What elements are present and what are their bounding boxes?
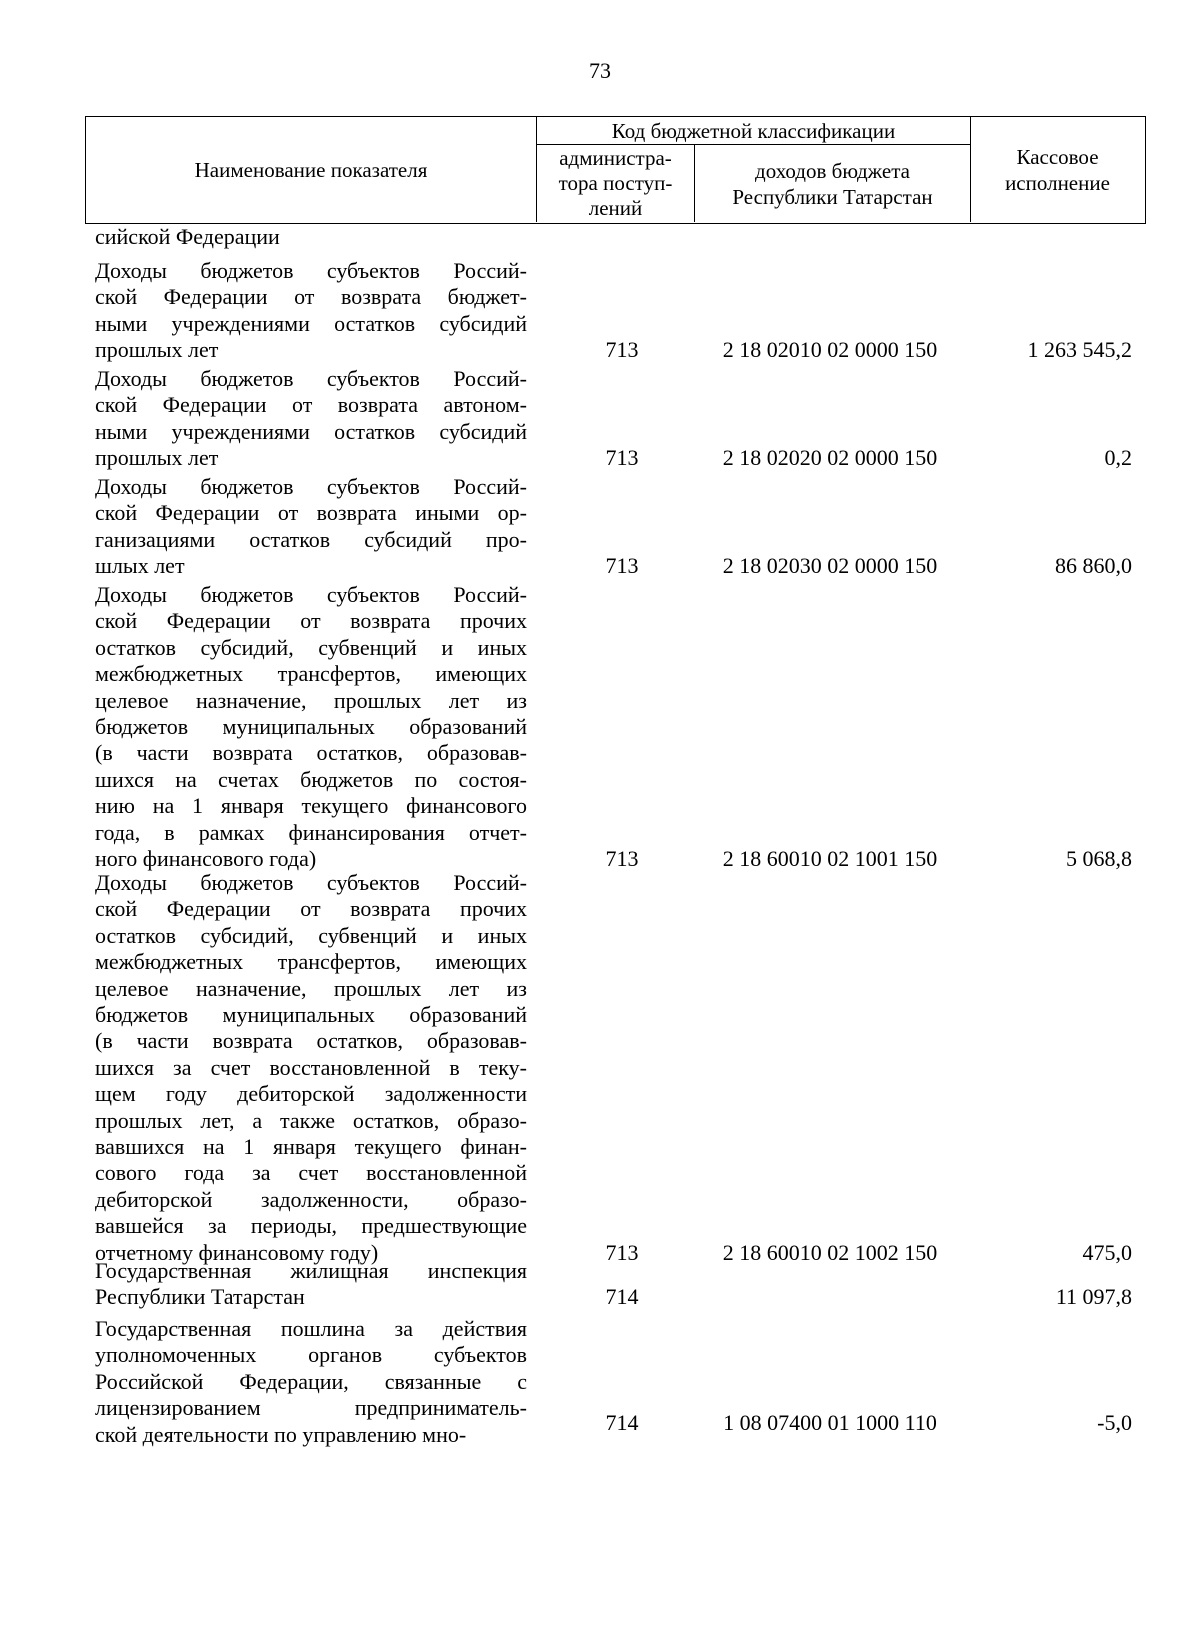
- indicator-name-line: сового года за счет восстановленной: [95, 1160, 527, 1186]
- indicator-name-line: целевое назначение, прошлых лет из: [95, 975, 527, 1001]
- header-administrator-line: тора поступ-: [558, 171, 673, 195]
- indicator-name-line: Государственная жилищная инспекция: [95, 1258, 527, 1283]
- header-administrator-line: лений: [588, 196, 643, 220]
- income-code: 2 18 60010 02 1002 150: [722, 1239, 938, 1265]
- indicator-name-line: шихся за счет восстановленной в теку-: [95, 1054, 527, 1080]
- administrator-code: 713: [605, 1239, 639, 1265]
- income-code: 2 18 02030 02 0000 150: [722, 553, 938, 579]
- indicator-name-line: Доходы бюджетов субъектов Россий-: [95, 582, 527, 607]
- indicator-name: [95, 582, 527, 872]
- indicator-name-line: (в части возврата остатков, образовав-: [95, 1028, 527, 1054]
- cash-execution-amount: 5 068,8: [1066, 846, 1132, 871]
- indicator-name-line: шихся на счетах бюджетов по состоя-: [95, 766, 527, 792]
- header-cash-execution-line: Кассовое: [1016, 144, 1099, 169]
- indicator-name-line: года, в рамках финансирования отчет-: [95, 819, 527, 845]
- indicator-name-line: отчетному финансовому году): [95, 1239, 379, 1265]
- cash-execution-amount: 475,0: [1082, 1239, 1132, 1265]
- cash-execution-amount: 1 263 545,2: [1027, 337, 1132, 363]
- indicator-name-line: Государственная пошлина за действия: [95, 1316, 527, 1341]
- indicator-name-line: вавшихся на 1 января текущего финан-: [95, 1134, 527, 1160]
- indicator-name-line: Республики Татарстан: [95, 1284, 305, 1310]
- header-cash-execution-line: исполнение: [1005, 170, 1110, 195]
- indicator-name-line: ской Федерации от возврата бюджет-: [95, 284, 527, 310]
- page-number: 73: [589, 58, 611, 83]
- indicator-name-line: Доходы бюджетов субъектов Россий-: [95, 474, 527, 499]
- header-budget-code-group-text: Код бюджетной классификации: [611, 118, 896, 143]
- indicator-name-line: прошлых лет: [95, 445, 219, 471]
- administrator-code: 713: [605, 445, 639, 471]
- header-indicator-name: [86, 117, 537, 222]
- header-income-code: [695, 145, 971, 222]
- administrator-code: 713: [605, 846, 639, 871]
- administrator-code: 714: [605, 1409, 639, 1435]
- indicator-name: [95, 1258, 527, 1311]
- indicator-name-line: ными учреждениями остатков субсидий: [95, 310, 527, 336]
- header-income-code-line: Республики Татарстан: [732, 184, 933, 209]
- indicator-name-line: ганизациями остатков субсидий про-: [95, 526, 527, 552]
- indicator-name-line: остатков субсидий, субвенций и иных: [95, 634, 527, 660]
- indicator-name: [95, 870, 527, 1266]
- header-administrator: [537, 145, 695, 222]
- indicator-name-line: лицензированием предприниматель-: [95, 1395, 527, 1421]
- indicator-name-line: Доходы бюджетов субъектов Россий-: [95, 870, 527, 895]
- indicator-name-line: Доходы бюджетов субъектов Россий-: [95, 366, 527, 391]
- indicator-name: [95, 224, 527, 250]
- cash-execution-amount: -5,0: [1097, 1409, 1132, 1435]
- header-income-code-line: доходов бюджета: [755, 158, 910, 183]
- cash-execution-amount: 11 097,8: [1055, 1284, 1132, 1310]
- cash-execution-amount: 0,2: [1104, 445, 1132, 471]
- indicator-name-line: бюджетов муниципальных образований: [95, 714, 527, 740]
- table-header: [85, 116, 1146, 224]
- indicator-name-line: прошлых лет, а также остатков, образо-: [95, 1107, 527, 1133]
- indicator-name-line: бюджетов муниципальных образований: [95, 1002, 527, 1028]
- indicator-name-line: ской Федерации от возврата прочих: [95, 896, 527, 922]
- indicator-name: [95, 1316, 527, 1448]
- indicator-name-line: нию на 1 января текущего финансового: [95, 793, 527, 819]
- indicator-name-line: межбюджетных трансфертов, имеющих: [95, 661, 527, 687]
- header-administrator-line: администра-: [559, 146, 672, 170]
- indicator-name-line: остатков субсидий, субвенций и иных: [95, 922, 527, 948]
- header-indicator-name-text: Наименование показателя: [194, 157, 428, 182]
- indicator-name-line: Российской Федерации, связанные с: [95, 1368, 527, 1394]
- indicator-name: [95, 474, 527, 580]
- income-code: 2 18 60010 02 1001 150: [722, 846, 938, 871]
- indicator-name-line: ного финансового года): [95, 846, 317, 872]
- indicator-name-line: ской деятельности по управлению мно-: [95, 1421, 467, 1447]
- indicator-name-line: вавшейся за периоды, предшествующие: [95, 1213, 527, 1239]
- header-budget-code-group: [537, 117, 971, 145]
- indicator-name: [95, 366, 527, 472]
- indicator-name-line: сийской Федерации: [95, 224, 280, 249]
- indicator-name-line: шлых лет: [95, 553, 185, 579]
- indicator-name-line: ской Федерации от возврата прочих: [95, 608, 527, 634]
- indicator-name-line: ными учреждениями остатков субсидий: [95, 418, 527, 444]
- indicator-name-line: Доходы бюджетов субъектов Россий-: [95, 258, 527, 283]
- indicator-name-line: целевое назначение, прошлых лет из: [95, 687, 527, 713]
- indicator-name-line: щем году дебиторской задолженности: [95, 1081, 527, 1107]
- administrator-code: 713: [605, 337, 639, 363]
- income-code: 2 18 02020 02 0000 150: [722, 445, 938, 471]
- indicator-name-line: межбюджетных трансфертов, имеющих: [95, 949, 527, 975]
- income-code: 2 18 02010 02 0000 150: [722, 337, 938, 363]
- administrator-code: 713: [605, 553, 639, 579]
- indicator-name: [95, 258, 527, 364]
- income-code: 1 08 07400 01 1000 110: [723, 1409, 937, 1435]
- indicator-name-line: ской Федерации от возврата автоном-: [95, 392, 527, 418]
- administrator-code: 714: [605, 1284, 639, 1310]
- indicator-name-line: прошлых лет: [95, 337, 219, 363]
- cash-execution-amount: 86 860,0: [1055, 553, 1132, 579]
- indicator-name-line: ской Федерации от возврата иными ор-: [95, 500, 527, 526]
- indicator-name-line: дебиторской задолженности, образо-: [95, 1186, 527, 1212]
- indicator-name-line: уполномоченных органов субъектов: [95, 1342, 527, 1368]
- indicator-name-line: (в части возврата остатков, образовав-: [95, 740, 527, 766]
- header-cash-execution: [971, 117, 1144, 222]
